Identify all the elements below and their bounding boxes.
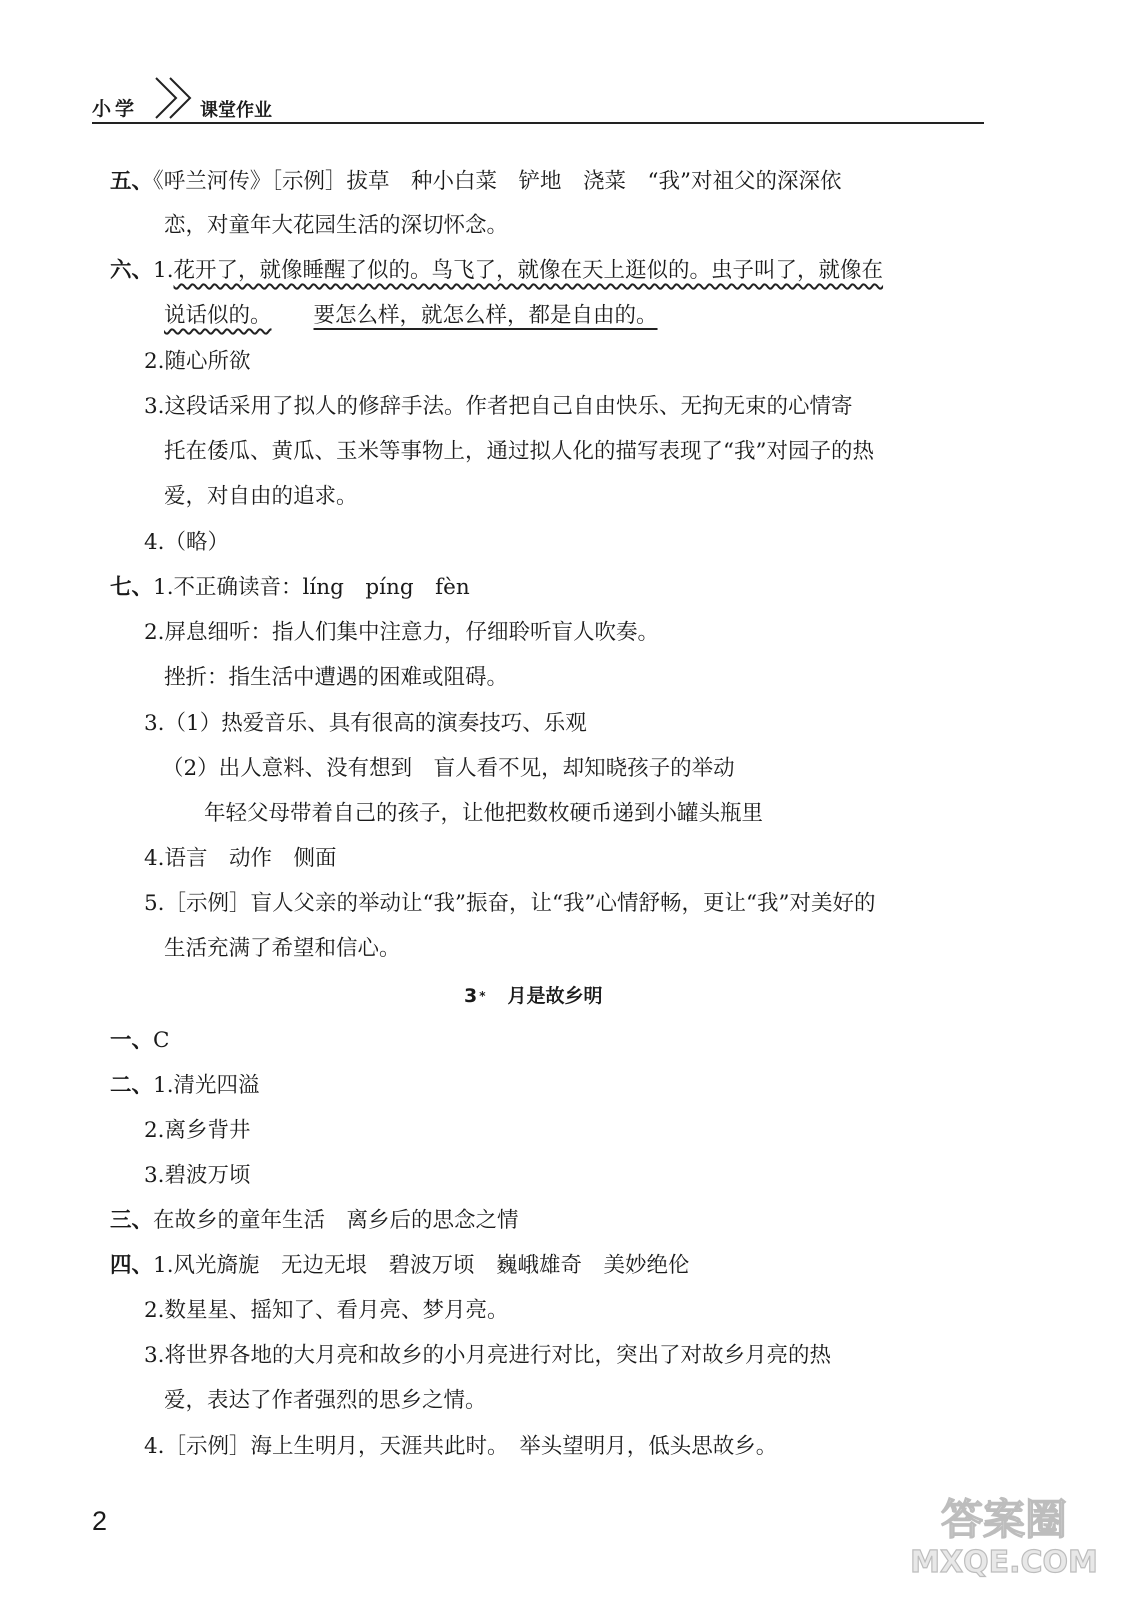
- wavy-underlined-text: 花开了，就像睡醒了似的。鸟飞了，就像在天上逛似的。虫子叫了，就像在: [173, 258, 884, 283]
- section7-q5-line1: 5.［示例］盲人父亲的举动让“我”振奋，让“我”心情舒畅，更让“我”对美好的: [144, 891, 876, 916]
- part1-number: 一、: [110, 1028, 154, 1053]
- part4-q3-line2: 爱，表达了作者强烈的思乡之情。: [164, 1388, 487, 1413]
- section6-number: 六、: [110, 258, 154, 283]
- school-level-label: 小学: [92, 98, 139, 120]
- section6-q1-prefix: 1.: [153, 258, 174, 283]
- part3-line: [110, 1207, 519, 1235]
- section7-q2-line2: 挫折：指生活中遭遇的困难或阻碍。: [164, 665, 509, 690]
- solid-underlined-text: 要怎么样，就怎么样，都是自由的。: [313, 303, 658, 328]
- header-divider: [92, 122, 984, 124]
- page-header: [92, 72, 984, 124]
- section6-q4: 4.（略）: [144, 530, 230, 555]
- section7-q4: 4.语言 动作 侧面: [144, 846, 337, 871]
- section7-q2-line1: 2.屏息细听：指人们集中注意力，仔细聆听盲人吹奏。: [144, 620, 660, 645]
- part2-number: 二、: [110, 1073, 154, 1098]
- lesson-heading: [464, 982, 603, 1010]
- section7-q3-line2: （2）出人意料、没有想到 盲人看不见，却知晓孩子的举动: [162, 756, 735, 781]
- section6-q3-line3: 爱，对自由的追求。: [164, 484, 358, 509]
- double-chevron-icon: [150, 72, 198, 122]
- lesson-title: 月是故乡明: [507, 985, 603, 1007]
- book-title: 课堂作业: [200, 100, 272, 121]
- section5-line2: 恋，对童年大花园生活的深切怀念。: [164, 213, 509, 238]
- section7-q3-line1: 3.（1）热爱音乐、具有很高的演奏技巧、乐观: [144, 711, 587, 736]
- section5-text1: 《呼兰河传》［示例］拔草 种小白菜 铲地 浇菜 “我”对祖父的深深依: [153, 169, 842, 194]
- section7-q3-line3: 年轻父母带着自己的孩子，让他把数枚硬币递到小罐头瓶里: [204, 801, 764, 826]
- section6-q2: 2.随心所欲: [144, 349, 251, 374]
- section6-q3-line2: 托在倭瓜、黄瓜、玉米等事物上，通过拟人化的描写表现了“我”对园子的热: [164, 439, 874, 464]
- part2-q2: 2.离乡背井: [144, 1118, 251, 1143]
- part4-q2: 2.数星星、摇知了、看月亮、梦月亮。: [144, 1298, 509, 1323]
- part4-q1: [110, 1252, 690, 1280]
- part4-q3-line1: 3.将世界各地的大月亮和故乡的小月亮进行对比，突出了对故乡月亮的热: [144, 1343, 832, 1368]
- part4-q4: 4.［示例］海上生明月，天涯共此时。 举头望明月，低头思故乡。: [144, 1434, 778, 1459]
- part4-q1-text: 1.风光旖旎 无边无垠 碧波万顷 巍峨雄奇 美妙绝伦: [153, 1253, 690, 1278]
- watermark-logo: [904, 1484, 1104, 1580]
- section6-q1-line2: [164, 302, 658, 330]
- part2-q1: [110, 1072, 260, 1100]
- section7-q1-text: 1.不正确读音：líng píng fèn: [153, 575, 470, 600]
- section5-number: 五、: [110, 169, 154, 194]
- section6-q3-line1: 3.这段话采用了拟人的修辞手法。作者把自己自由快乐、无拘无束的心情寄: [144, 394, 853, 419]
- part1-line: [110, 1027, 169, 1055]
- part4-number: 四、: [110, 1253, 154, 1278]
- part3-text: 在故乡的童年生活 离乡后的思念之情: [153, 1208, 519, 1233]
- part3-number: 三、: [110, 1208, 154, 1233]
- section7-q1: [110, 574, 470, 602]
- section7-number: 七、: [110, 575, 154, 600]
- section6-q1-line1: [110, 257, 883, 285]
- lesson-number: 3: [464, 985, 478, 1007]
- section7-q5-line2: 生活充满了希望和信心。: [164, 936, 401, 961]
- section5-line1: [110, 168, 842, 196]
- part2-q1-text: 1.清光四溢: [153, 1073, 260, 1098]
- svg-text:MXQE.COM: MXQE.COM: [910, 1545, 1098, 1580]
- lesson-star-mark: *: [479, 989, 486, 1003]
- page-number: 2: [92, 1506, 108, 1536]
- wavy-underlined-text-end: 说话似的。: [164, 303, 272, 328]
- part1-answer: C: [153, 1028, 170, 1053]
- part2-q3: 3.碧波万顷: [144, 1163, 251, 1188]
- svg-text:答案圈: 答案圈: [940, 1495, 1068, 1544]
